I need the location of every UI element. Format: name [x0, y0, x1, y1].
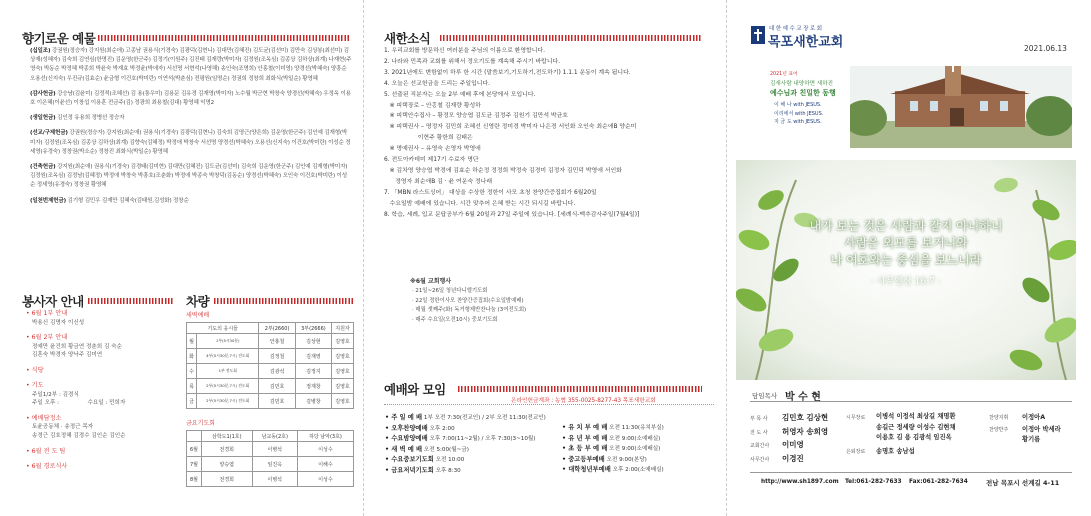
worship-title: 예배와 모임 [384, 382, 446, 397]
motto-en-line: 이 해 나 with JESUS. [774, 102, 822, 108]
motto-line2: 예수님과 친밀한 동행 [770, 88, 836, 97]
pastor-name: 박 수 현 [785, 392, 821, 403]
offering-heading: (십일조) [30, 48, 51, 54]
news-item: 정영자 최순애B 김 · 윤 여운숙 정나래 [384, 178, 493, 185]
offering-names: 강권원(정승자) 강지원(최순애) 고종남 권용식(기경숙) 김광덕(김현니) 김대만(김혜진) 김도균(김선미) 김만숙 김상봉(최선미) 김상재(성혜자) 김숙희 김연심(한명진) 김운영(한군주) 김정기(이원주) 김진태 김재량(박미자) 김정원(조옥심) 김종상 김하상(최계) 나재현(주영숙) 박동순 박정혜 박종희 박윤숙 박재효 박정윤(박애자) 서선명 서현석(나영해) 송인숙(조명희) 안홍철(이미영) 양경선(박혜숙) 양흥순 오용선(신지숙) 우진규(김효순) 윤금형 이건호(박미란) 이연석(박춘심) 전평원(임명순) 정권희 정창희 최화식(박일순) 황영혜 [30, 48, 352, 82]
service-title-rule [88, 298, 174, 304]
car-cell: 4부(5시30분,7시) 전도회 [197, 349, 259, 364]
car-cell: 김상현 [295, 334, 331, 349]
offering-heading: (생일헌금) [30, 115, 56, 122]
news-title-rule [440, 35, 702, 41]
offering-names: 강권원(정승자) 강지원(최순애) 권용식(기경숙) 김광덕(김현니) 김숙희 김영근(양은희) 김운영(한군주) 김인예 김재형(박미자) 김정원(조옥심) 김종상 김하상(최계) 김향숙(김혜정) 박정애 박창숙 서선명 양경선(박혜숙) 오용선(신지숙) 이건호(박미란) 이성순 정세영(유경숙) 정창권(박소순) 정창진 최화식(박일순) 황영혜 [30, 130, 351, 155]
bus-row [187, 457, 354, 472]
worship-time: 오전 9:00(본당) [604, 456, 647, 463]
verse-background [736, 160, 1076, 380]
bus-cell: 7월 [187, 457, 202, 472]
car-cell: 김영호 [332, 364, 354, 379]
church-building-photo [850, 66, 1072, 148]
offering-heading: (감사헌금) [30, 90, 56, 97]
car-cell: 김민호 [259, 379, 295, 394]
elders-label: 시무장로 [846, 415, 866, 421]
service-heading: • 예배담정소 [26, 414, 62, 422]
worship-name: • 중고등부예배 [562, 455, 605, 463]
service-line: 송정근 김호정혜 김경수 김인순 김인순 [32, 433, 126, 440]
service-line: 주일 오후 : 수요일 : 민희자 [32, 400, 126, 407]
car-cell: 김정지 [295, 364, 331, 379]
praise-name: 이정아A [1022, 414, 1046, 421]
bus-cell: 이성수 [297, 442, 353, 457]
accomp-name: 이정아 박세라 [1022, 426, 1061, 433]
news-item: 6. 전도아카데미 제17기 수료자 명단 [384, 157, 479, 164]
pastor-divider [750, 401, 1072, 402]
worship-item [385, 434, 565, 445]
car-row [187, 364, 354, 379]
worship-name: • 새 벽 예 배 [385, 445, 423, 453]
worship-item [562, 434, 717, 445]
news-item: 이현주 황한희 김태은 [384, 135, 473, 142]
bus-cell: 전경희 [201, 442, 252, 457]
bus-cell: 이병석 [252, 472, 297, 487]
car-cell: 목 [187, 379, 197, 394]
car-cell: 김민호 [259, 394, 295, 409]
news-item: 5. 선출된 직분자는 오늘 2부 예배 후에 본당에서 모입니다. [384, 91, 536, 98]
car-cell: 김병창 [295, 394, 331, 409]
service-line: 정예만 윤건희 황금연 정춘희 김 숙순 [32, 343, 122, 350]
footer-divider [750, 472, 1072, 473]
car-title: 차량 [186, 294, 210, 309]
worship-name: • 주 일 예 배 [385, 414, 423, 421]
verse-line: 사람은 외모를 보거니와 [844, 236, 968, 250]
staff-role: 전 도 사 [750, 429, 768, 436]
worship-name: • 금요저녁기도회 [385, 466, 434, 474]
worship-name: • 초 등 부 예 배 [562, 445, 608, 452]
events-title: ※6월 교회행사 [410, 278, 452, 285]
service-line: 주일1/2부 : 김경식 [32, 391, 79, 398]
motto-en [774, 101, 823, 127]
bus-header-row [187, 431, 354, 442]
offering-paragraph [30, 114, 352, 123]
car-header-row [187, 323, 354, 334]
service-line: 토윤공동체 · 송정근 목자 [32, 424, 94, 431]
car-cell: 김정철 [259, 349, 295, 364]
car-cell: 2부(5시30분,7시) 전도회 [197, 379, 259, 394]
worship-time: 오전 10:00 [433, 457, 465, 463]
verse-line: 내가 보는 것은 사람과 같지 아니하니 [809, 219, 1003, 233]
bus-cell: 이해수 [297, 457, 353, 472]
staff-row [750, 412, 850, 426]
worship-name: • 수요중보기도회 [385, 456, 434, 463]
worship-name: • 유 치 부 예 배 [562, 424, 608, 431]
car-cell: 김영호 [332, 334, 354, 349]
event-item: · 매주 수요일(오전10시) 중보기도회 [412, 316, 498, 323]
event-item: · 21일~26일 청년다니엘기도회 [412, 288, 488, 294]
footer-address: 전남 목포시 선계길 4-11 [986, 479, 1060, 487]
news-item: ※ 피택안수집사 – 황정모 양승엽 김도균 김정주 김원기 김만석 박균호 [384, 113, 568, 120]
car-cell: 김재영 [295, 349, 331, 364]
staff-name: 김민호 김상현 [782, 413, 829, 422]
worship-item [562, 465, 717, 476]
offering-paragraph [30, 90, 352, 108]
retired-label: 은퇴장로 [846, 449, 866, 455]
denomination: 대한예수교장로회 [769, 26, 824, 32]
fold-line-1 [363, 0, 364, 516]
news-item: 수요일밤 예배에 있습니다. 시간 맞추어 은혜 받는 시간 되시길 바랍니다. [384, 200, 576, 207]
bus-header-cell: 하당 남악(3호) [297, 431, 353, 442]
worship-item [385, 445, 565, 456]
service-heading: • 6월 전 도 팀 [26, 447, 66, 455]
elders-list [876, 412, 956, 444]
car-cell: 정재창 [295, 379, 331, 394]
worship-list-right [562, 423, 717, 476]
worship-name: • 수요밤양예배 [385, 435, 428, 442]
pastor-label: 담임목사 [752, 392, 778, 400]
service-line: 김혼숙 박경자 양낙주 김미연 [32, 352, 103, 359]
footer-url[interactable]: http://www.sh1897.com [761, 479, 839, 485]
staff-role: 사무간사 [750, 456, 770, 463]
worship-item [562, 444, 717, 455]
elder-line: 이병석 이정석 최상길 채명환 [876, 413, 956, 420]
offering-names: 강지원(최순애) 권용식(기경숙) 김경태(김미현) 김대만(김혜진) 김도균(김선미) 김숙희 김운영(한군주) 김인예 김재형(박미자) 김정원(조옥심) 김정남(김혜정) 박정애 박창숙 박흥호(조춘화) 박정애 박종숙 박창덕(김동순) 양경선(박혜숙) 오인숙 이건호(박미란) 이성순 정세영(유경숙) 정창권 황영혜 [30, 164, 348, 189]
service-title: 봉사자 안내 [22, 294, 84, 309]
staff-list [750, 412, 850, 466]
elder-line: 송길근 정세량 이성수 김현채 [876, 423, 956, 431]
worship-item [385, 455, 565, 466]
fold-line-2 [726, 0, 727, 516]
offering-names: 김인정 유용희 정병선 정승자 [55, 115, 125, 122]
offering-title-rule [98, 35, 350, 41]
cross-logo-icon [751, 26, 765, 44]
offering-heading: (일천번제헌금) [30, 197, 66, 204]
staff-row [750, 439, 850, 453]
accomp-name-2: 황기름 [1022, 436, 1041, 443]
news-item: 2. 나라와 민족과 교회를 위해서 정오기도를 계속해 주시기 바랍니다. [384, 58, 561, 65]
news-item: 8. 학습, 세례, 입교 문답공부가 6월 20일과 27일 주일에 있습니다. [세례식-맥추감사주일(7월4일)] [384, 211, 640, 218]
news-item: ※ 명예권사 – 유영숙 손영자 박영애 [384, 146, 481, 153]
news-item: 4. 오늘은 선교헌금을 드리는 주일입니다. [384, 80, 491, 87]
worship-time: 오전 11:30(유치부실) [607, 425, 664, 431]
news-item: ※ 김차영 양승엽 박경애 김효순 하순정 정정희 박정숙 김경미 김정자 김민덕 박영애 서인화 [384, 167, 622, 174]
news-item: ※ 피택권사 – 명정자 김민희 조혜선 신영란 정미경 박미자 나은경 서인화 오인숙 최순애B 양순미 [384, 124, 637, 131]
praise-label: 찬양지휘 [989, 415, 1009, 421]
car-subtitle: 새벽예배 [186, 312, 210, 319]
service-heading: • 6월 1부 안내 [26, 310, 68, 317]
car-cell: 김영호 [332, 379, 354, 394]
car-table [186, 322, 354, 409]
worship-item [385, 466, 565, 477]
bus-cell: 이병석 [252, 442, 297, 457]
car-row [187, 349, 354, 364]
car-title-rule [214, 298, 354, 304]
car-header-cell: 지원자 [332, 323, 354, 334]
service-heading: • 식당 [26, 366, 44, 374]
offering-title: 향기로운 예물 [22, 31, 96, 46]
worship-time: 오전 9:00(소예배실) [607, 435, 661, 442]
worship-item [385, 424, 565, 435]
news-item: 3. 2021년에도 변함없이 하루 한 시간 (말씀보기,기도하기,전도하기) 1.1.1 운동이 계속 됩니다. [384, 69, 631, 76]
worship-item [562, 423, 717, 434]
offering-names: 김기형 김민우 김재만 김혜숙(김태원,김성화) 정창순 [65, 197, 189, 204]
car-cell: 1부 전도회 [197, 364, 259, 379]
car-cell: 1부(5시30분) [197, 334, 259, 349]
worship-time: 1부 오전 7:30(전교인) / 2부 오전 11:30(전교인) [422, 415, 546, 421]
staff-name: 이경진 [782, 453, 804, 463]
staff-name: 허영자 송희영 [782, 426, 829, 436]
worship-name: • 유 년 부 예 배 [562, 434, 608, 442]
staff-row [750, 426, 850, 440]
bus-row [187, 442, 354, 457]
service-heading: • 기도 [26, 382, 44, 390]
bus-title: 금요기도회 [186, 420, 215, 427]
footer-tel: Tel:061-282-7633 [845, 479, 902, 485]
event-item: · 매월 셋째주(화) 독거형제반찬나눔 (3여전도회) [412, 307, 527, 313]
bus-table [186, 430, 354, 487]
worship-time: 오후 2:00(소예배실) [610, 467, 664, 473]
elder-line: 이용호 김 용 김광석 임진옥 [876, 434, 952, 441]
bus-cell: 전경희 [201, 472, 252, 487]
account-line: 온라인헌금계좌 : 농협 355-0025-8277-43 목포새한교회 [511, 398, 656, 404]
car-cell: 김영호 [332, 394, 354, 409]
motto-line1: 김새사람 내양하면 새하진 [770, 81, 833, 87]
car-row [187, 334, 354, 349]
bus-header-cell: 삼학도1(1호) [201, 431, 252, 442]
service-heading: • 6월 경로식사 [26, 463, 68, 471]
news-item: ※ 피택장로 – 안홍철 김재량 황성하 [384, 102, 481, 109]
offering-paragraph [30, 129, 352, 157]
car-row [187, 379, 354, 394]
bus-cell: 임진옥 [252, 457, 297, 472]
motto-en-line: 지 금 도 with JESUS. [774, 119, 822, 125]
car-cell: 김광석 [259, 364, 295, 379]
worship-time: 오후 7:00(11~2월) / 오후 7:30(3~10월) [427, 436, 536, 442]
service-list [26, 309, 174, 472]
accomp-label: 찬양반주 [989, 427, 1009, 433]
car-header-cell: 2부(2660) [259, 323, 295, 334]
car-cell: 금 [187, 394, 197, 409]
news-item: 1. 우리교회를 방문하신 여러분을 주님의 이름으로 환영합니다. [384, 48, 545, 54]
car-cell: 수 [187, 364, 197, 379]
bus-cell: 양승엽 [201, 457, 252, 472]
church-logo [751, 26, 765, 44]
car-header-cell: 기도의 응시들 [187, 323, 259, 334]
news-item: 7. 「MBN 라스트싱어」 대상을 수상한 정한이 사모 초청 찬양간증집회가 6월20일 [384, 189, 597, 196]
offering-paragraph [30, 197, 352, 206]
worship-time: 오후 2:00 [427, 425, 455, 432]
offering-list [30, 47, 352, 212]
offering-names: 강승남(김윤미) 김정적(조혜선) 김 용(통우미) 김용문 김유경 김재영(박미자) 노수월 박군현 박창숙 양경선(박혜숙) 우정옥 이용호 이은혜(이윤선) 이창섭 이용훈 전금주(김) 정광희 최용철(김대) 황영혜 익명2 [30, 90, 351, 107]
car-cell: 월 [187, 334, 197, 349]
car-header-cell: 3부(2666) [295, 323, 331, 334]
worship-name: • 오후찬양예배 [385, 424, 428, 432]
offering-heading: (건축헌금) [30, 164, 56, 171]
staff-role: 부 목 사 [750, 416, 768, 422]
news-title: 새한소식 [384, 31, 431, 46]
worship-time: 오전 5:00(월~금) [422, 446, 469, 453]
staff-role: 교회간사 [750, 443, 770, 449]
worship-time: 오후 8:30 [433, 467, 461, 474]
church-name: 목포새한교회 [768, 35, 844, 50]
offering-paragraph [30, 163, 352, 191]
bulletin-date: 2021.06.13 [1024, 44, 1067, 53]
worship-divider [384, 404, 714, 405]
service-heading: • 6월 2부 안내 [26, 334, 68, 342]
worship-item [562, 455, 717, 466]
motto-en-line: 이리에서 with JESUS. [774, 110, 824, 117]
verse-text [736, 218, 1076, 269]
verse-line: 나 여호와는 중심을 보느니라 [830, 253, 982, 267]
news-list [384, 46, 714, 221]
car-row [187, 394, 354, 409]
car-cell: 화 [187, 349, 197, 364]
worship-title-rule [458, 386, 702, 392]
staff-name: 이미영 [782, 440, 804, 449]
retired-list: 송명호 송남섭 [876, 448, 915, 455]
bus-cell: 8월 [187, 472, 202, 487]
events-list [412, 287, 526, 325]
worship-time: 오전 9:00(소예배실) [607, 446, 661, 452]
staff-row [750, 453, 850, 467]
car-cell: 안홍철 [259, 334, 295, 349]
footer-fax: Fax:061-282-7634 [909, 479, 968, 485]
verse-reference: - 사무엘상 16:7 - [871, 277, 941, 287]
bus-cell: 이성수 [297, 472, 353, 487]
car-cell: 2부(5시30분,7시) 전도회 [197, 394, 259, 409]
motto-year: 2021년 표어 [770, 72, 798, 77]
worship-list-left [385, 413, 565, 476]
bus-cell: 6월 [187, 442, 202, 457]
worship-name: • 대학청년부예배 [562, 466, 611, 473]
event-item: · 22일 정한이사모 찬양간증집회(수요일밤예배) [412, 297, 524, 304]
offering-paragraph [30, 47, 352, 84]
car-cell: 김영호 [332, 349, 354, 364]
worship-item [385, 413, 565, 424]
bus-row [187, 472, 354, 487]
service-line: 박용신 김명자 이신성 [32, 319, 85, 326]
bus-header-cell [187, 431, 202, 442]
bus-header-cell: 남교동(2호) [252, 431, 297, 442]
offering-heading: (선교/구제헌금) [30, 130, 68, 137]
